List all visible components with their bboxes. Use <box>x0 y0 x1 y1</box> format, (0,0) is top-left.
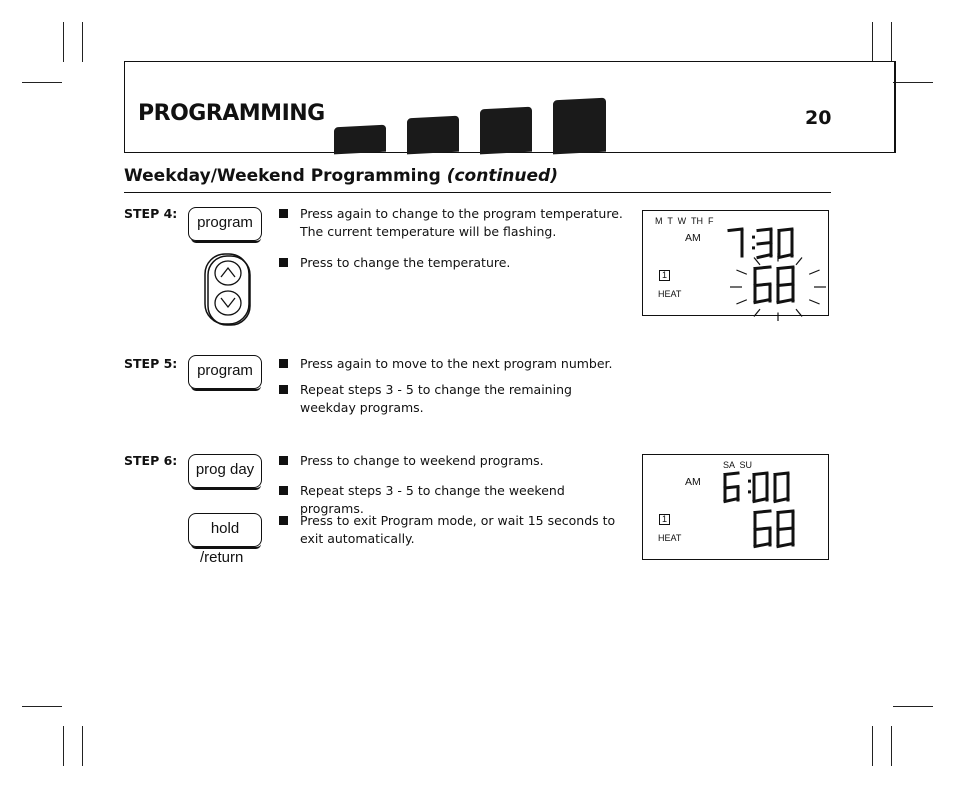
bullet-text: Press to change to weekend programs. <box>300 453 544 468</box>
section-tab <box>334 125 386 155</box>
list-item <box>279 512 619 548</box>
thermostat-display-weekday <box>642 210 829 316</box>
crop-mark <box>872 726 873 766</box>
list-item <box>279 355 629 373</box>
thermostat-display-weekend <box>642 454 829 560</box>
page-title: PROGRAMMING <box>138 101 325 126</box>
digit-segment <box>755 528 770 530</box>
bullet-icon <box>279 516 288 525</box>
section-subtitle: (continued) <box>446 166 558 186</box>
flash-ray <box>809 300 819 304</box>
digit-segment <box>755 511 770 513</box>
bullet-icon <box>279 456 288 465</box>
bullet-text: Press to change the temperature. <box>300 255 511 270</box>
crop-mark <box>63 726 64 766</box>
section-tab <box>553 98 606 155</box>
bullet-icon <box>279 486 288 495</box>
bullet-icon <box>279 385 288 394</box>
step-5-label: STEP 5: <box>124 356 178 371</box>
section-title <box>124 166 558 186</box>
crop-mark <box>63 22 64 62</box>
colon-segment <box>752 236 755 239</box>
digit-segment <box>775 473 788 475</box>
section-title-text: Weekday/Weekend Programming <box>124 166 441 186</box>
digit-segment <box>754 473 767 475</box>
display-mode: HEAT <box>658 533 682 543</box>
flash-ray <box>754 258 760 265</box>
bullet-text: Repeat steps 3 - 5 to change the weekend programs. <box>300 483 565 516</box>
display-program-number: 1 <box>659 514 670 525</box>
crop-mark <box>893 82 933 83</box>
section-rule <box>124 192 831 193</box>
bullet-text: Press to exit Program mode, or wait 15 seconds to exit automatically. <box>300 513 616 546</box>
display-days: SA SU <box>723 460 753 470</box>
colon-segment <box>752 246 755 249</box>
page-number: 20 <box>805 107 832 129</box>
display-program-number: 1 <box>659 270 670 281</box>
program-button[interactable]: program <box>188 207 262 241</box>
digit-segment <box>758 243 771 245</box>
bullet-icon <box>279 209 288 218</box>
digit-segment <box>778 544 793 547</box>
digit-segment <box>779 229 792 231</box>
flash-ray <box>796 258 802 265</box>
display-mode: HEAT <box>658 289 682 299</box>
display-days: M T W TH F <box>655 216 714 226</box>
crop-mark <box>891 22 892 62</box>
step-4-label: STEP 4: <box>124 206 178 221</box>
digit-segment <box>754 499 767 502</box>
digit-segment <box>775 499 788 502</box>
list-item <box>279 205 629 241</box>
crop-mark <box>891 726 892 766</box>
flash-ray <box>796 309 802 316</box>
digit-segment <box>729 229 742 231</box>
list-item <box>279 254 629 272</box>
digit-segment <box>725 473 738 475</box>
step-6-label: STEP 6: <box>124 453 178 468</box>
crop-mark <box>22 706 62 707</box>
bullet-icon <box>279 359 288 368</box>
digit-segment <box>755 544 770 547</box>
display-ampm: AM <box>685 232 701 244</box>
bullet-icon <box>279 258 288 267</box>
up-down-arrow-buttons-icon[interactable] <box>204 253 261 327</box>
crop-mark <box>872 22 873 62</box>
bullet-text: Press again to change to the program temperature. The current temperature will be flashing. <box>300 206 623 239</box>
flashing-rays-icon <box>735 255 821 317</box>
flash-ray <box>809 270 819 274</box>
crop-mark <box>82 22 83 62</box>
digit-segment <box>758 229 771 231</box>
digit-segment <box>778 528 793 530</box>
display-ampm: AM <box>685 476 701 488</box>
crop-mark <box>893 706 933 707</box>
display-temperature <box>755 511 803 549</box>
list-item <box>279 452 629 470</box>
hold-button-caption: /return <box>200 549 244 566</box>
program-button[interactable]: program <box>188 355 262 389</box>
crop-mark <box>22 82 62 83</box>
hold-button[interactable]: hold <box>188 513 262 547</box>
digit-segment <box>725 499 738 502</box>
bullet-text: Repeat steps 3 - 5 to change the remaining weekday programs. <box>300 382 572 415</box>
flash-ray <box>736 300 746 304</box>
list-item <box>279 381 579 417</box>
colon-segment <box>748 490 751 493</box>
bullet-text: Press again to move to the next program number. <box>300 356 613 371</box>
colon-segment <box>748 480 751 483</box>
flash-ray <box>754 309 760 316</box>
prog-day-button[interactable]: prog day <box>188 454 262 488</box>
section-tab <box>407 116 459 155</box>
section-tab <box>480 107 532 155</box>
crop-mark <box>82 726 83 766</box>
digit-segment <box>725 487 738 489</box>
display-time <box>725 473 801 505</box>
flash-ray <box>736 270 746 274</box>
digit-segment <box>778 511 793 513</box>
